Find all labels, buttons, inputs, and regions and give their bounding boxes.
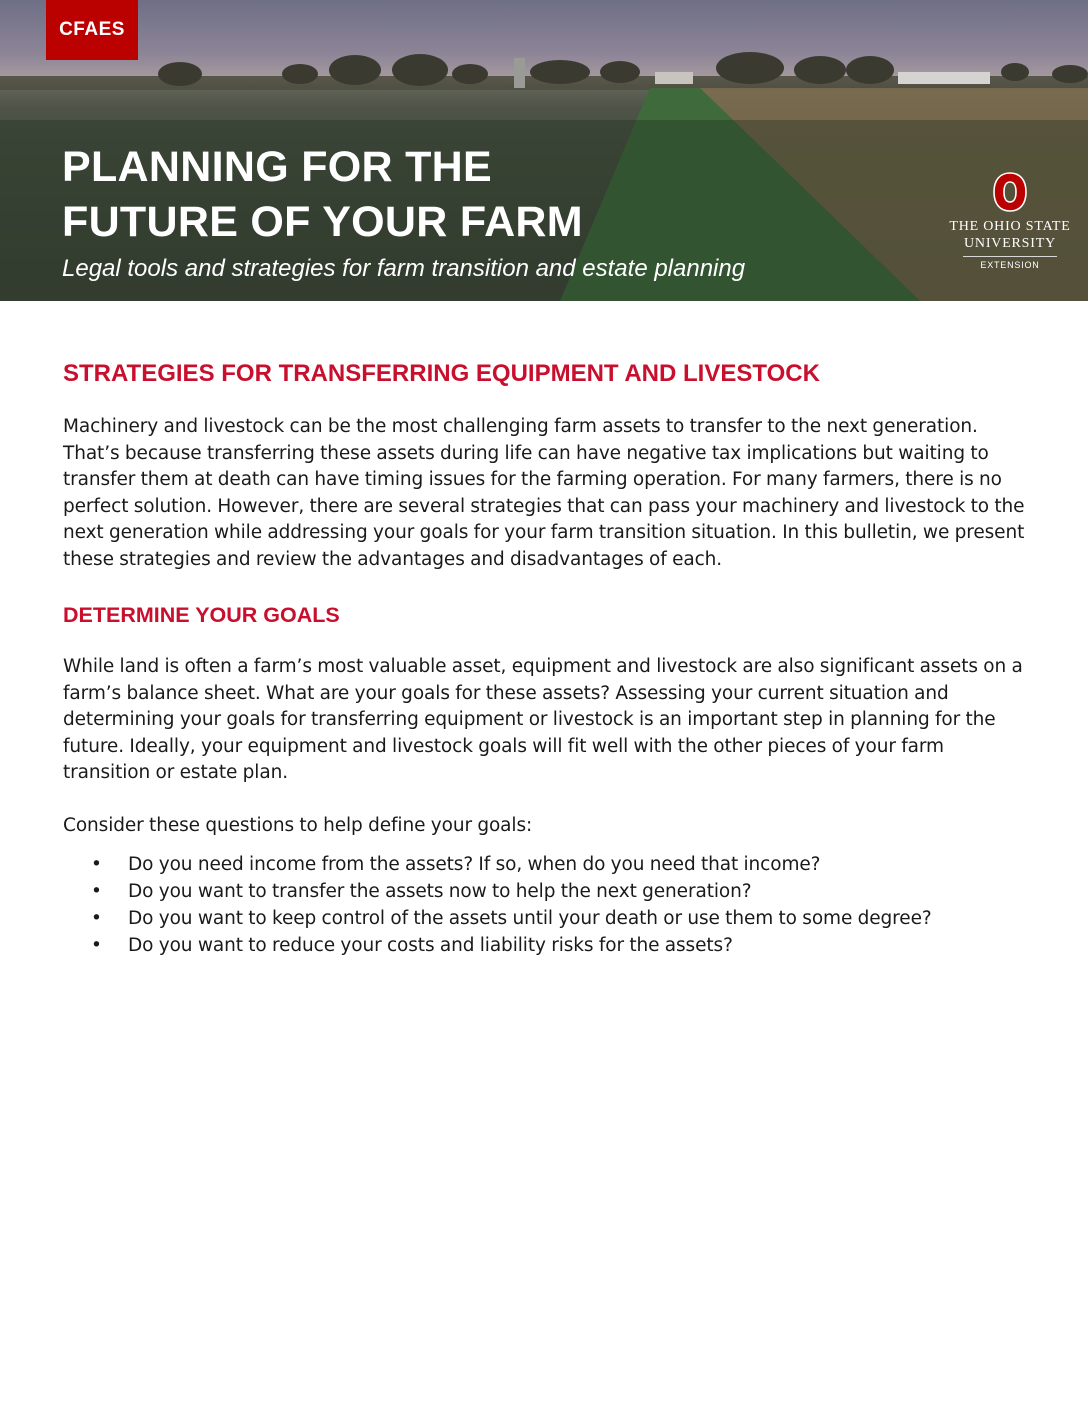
list-item bbox=[63, 905, 1033, 932]
list-item bbox=[63, 878, 1033, 905]
intro-paragraph: Machinery and livestock can be the most challenging farm assets to transfer to the next generation. That’s because transferring these assets during life can have negative tax implications but waiting to transfer them at death can have timing issues for the farming operation. For many farmers, there is no perfect solution. However, there are several strategies that can pass your machinery and livestock to the next generation while addressing your goals for your farm transition situation. In this bulletin, we present these strategies and review the advantages and disadvantages of each. bbox=[63, 416, 1025, 570]
extension-label: EXTENSION bbox=[980, 260, 1040, 270]
goals-paragraph: While land is often a farm’s most valuable asset, equipment and livestock are also significant assets on a farm’s balance sheet. What are your goals for these assets? Assessing your current situation and determining your goals for transferring equipment or livestock is an important step in planning for the future. Ideally, your equipment and livestock goals will fit well with the other pieces of your farm transition or estate plan. bbox=[63, 656, 1023, 783]
header-banner bbox=[0, 0, 1088, 301]
list-item-text: Do you need income from the assets? If so, when do you need that income? bbox=[128, 854, 821, 875]
section-heading-strategies: STRATEGIES FOR TRANSFERRING EQUIPMENT AND LIVESTOCK bbox=[63, 360, 820, 387]
list-item-text: Do you want to transfer the assets now to help the next generation? bbox=[128, 881, 752, 902]
university-name-line-1: THE OHIO STATE bbox=[949, 219, 1071, 234]
goal-questions-list bbox=[63, 851, 1033, 959]
title-line-1: PLANNING FOR THE bbox=[62, 143, 493, 191]
bullet-icon: • bbox=[91, 935, 102, 956]
list-item-text: Do you want to reduce your costs and liability risks for the assets? bbox=[128, 935, 733, 956]
bullet-icon: • bbox=[91, 908, 102, 929]
bullet-icon: • bbox=[91, 881, 102, 902]
university-name bbox=[944, 218, 1076, 252]
cfaes-logo: CFAES bbox=[46, 0, 138, 60]
page-title bbox=[62, 140, 583, 250]
list-item bbox=[63, 851, 1033, 878]
list-item bbox=[63, 932, 1033, 959]
page-subtitle: Legal tools and strategies for farm transition and estate planning bbox=[62, 255, 746, 282]
questions-intro: Consider these questions to help define your goals: bbox=[63, 814, 533, 836]
document-body bbox=[63, 360, 1033, 959]
bullet-icon: • bbox=[91, 854, 102, 875]
title-line-2: FUTURE OF YOUR FARM bbox=[62, 198, 583, 246]
list-item-text: Do you want to keep control of the assets until your death or use them to some degree? bbox=[128, 908, 932, 929]
logo-divider bbox=[963, 256, 1057, 257]
block-o-icon bbox=[992, 172, 1028, 212]
university-name-line-2: UNIVERSITY bbox=[964, 236, 1056, 251]
osu-extension-logo bbox=[944, 172, 1076, 270]
section-heading-goals: DETERMINE YOUR GOALS bbox=[63, 603, 340, 627]
